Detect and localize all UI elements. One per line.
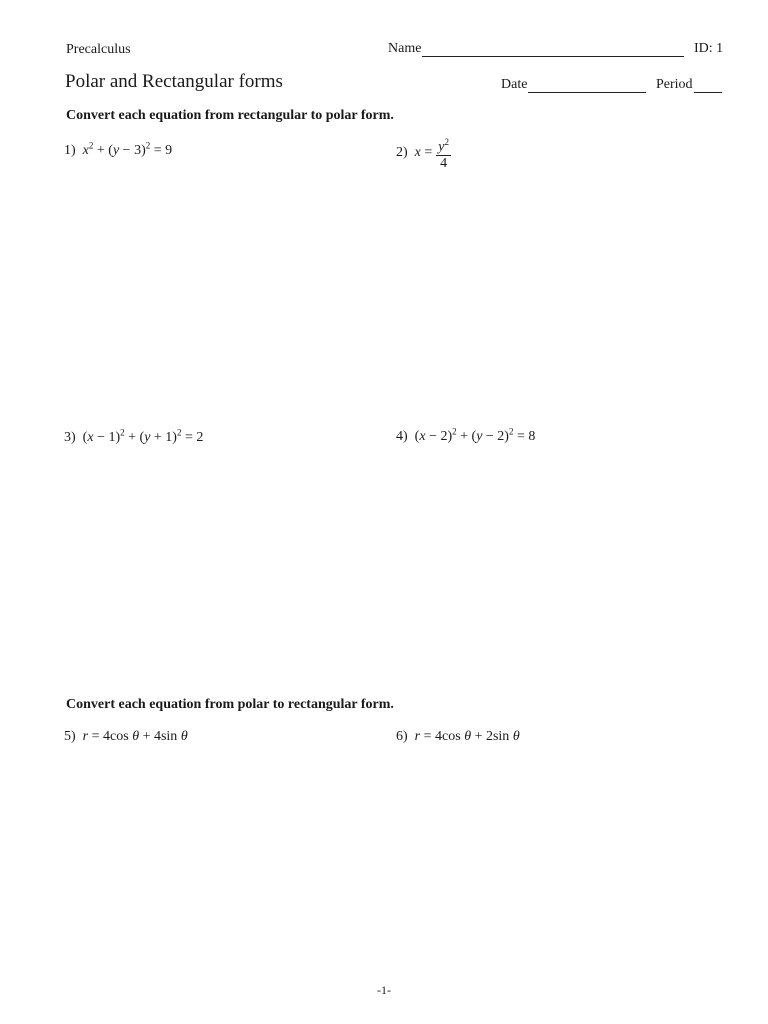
- worksheet-id: ID: 1: [694, 41, 724, 56]
- date-blank-line: [528, 77, 646, 93]
- date-label: Date: [501, 77, 528, 92]
- problem-6-equation: r = 4cos θ + 2sin θ: [414, 729, 520, 744]
- name-label: Name: [388, 41, 422, 56]
- problem-1: [64, 140, 173, 159]
- problem-4: [396, 426, 536, 445]
- problem-number: 6): [396, 729, 408, 744]
- problem-number: 2): [396, 145, 408, 161]
- problem-2: [396, 135, 451, 172]
- problem-4-equation: $(x - 2)^2 + (y - 2)^2 = 8$: [414, 426, 536, 444]
- problem-number: 1): [64, 143, 76, 158]
- problem-number: 5): [64, 729, 76, 744]
- problem-1-equation: $x^2 + (y - 3)^2 = 9$: [82, 140, 173, 158]
- name-field: [388, 41, 684, 57]
- section2-instruction: Convert each equation from polar to rectangular form.: [66, 697, 394, 712]
- course-name: Precalculus: [66, 42, 131, 57]
- problem-2-equation: x =: [414, 145, 433, 161]
- problem-number: 4): [396, 429, 408, 444]
- period-field: [656, 77, 722, 93]
- page-number: -1-: [377, 983, 391, 997]
- problem-5: [64, 729, 188, 745]
- problem-3-equation: $(x - 1)^2 + (y + 1)^2 = 2$: [82, 427, 204, 445]
- period-blank-line: [694, 77, 722, 93]
- problem-6: [396, 729, 520, 745]
- date-field: [501, 77, 646, 93]
- problem-number: 3): [64, 430, 76, 445]
- problem-5-equation: r = 4cos θ + 4sin θ: [82, 729, 188, 744]
- name-blank-line: [422, 41, 684, 57]
- problem-2-fraction: $\frac{y^2}{4}$: [438, 137, 450, 171]
- section1-instruction: Convert each equation from rectangular to polar form.: [66, 108, 394, 123]
- worksheet-title: Polar and Rectangular forms: [65, 71, 283, 92]
- problem-3: [64, 427, 204, 446]
- period-label: Period: [656, 77, 693, 92]
